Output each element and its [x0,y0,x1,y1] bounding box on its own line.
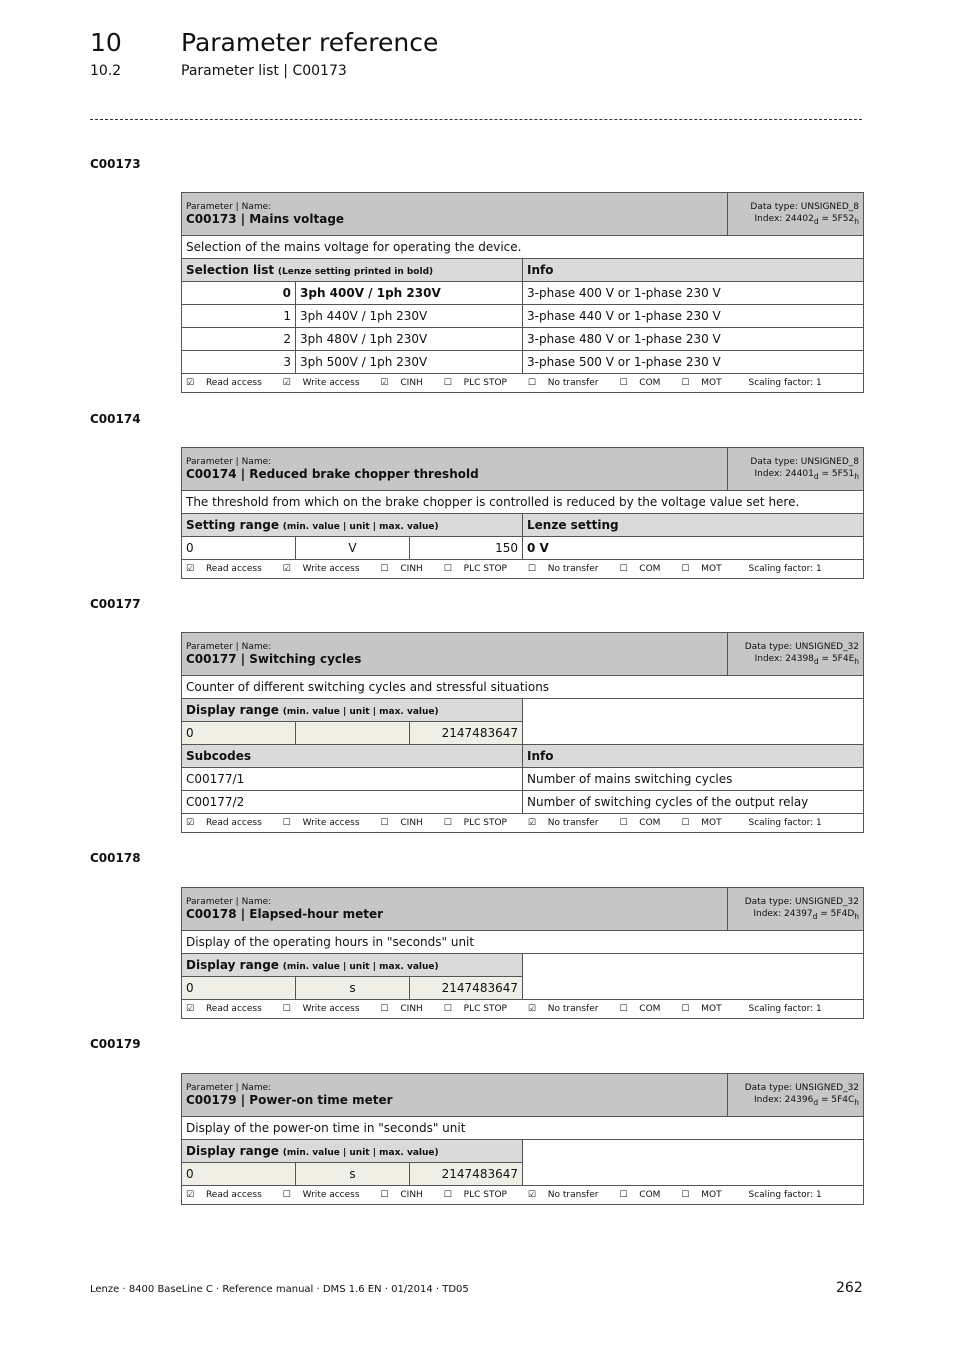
subcode: C00177/1 [182,768,523,791]
selection-info: 3-phase 440 V or 1-phase 230 V [523,305,864,328]
lenze-setting-header: Lenze setting [523,514,864,537]
subcode: C00177/2 [182,791,523,814]
header-divider [90,119,862,120]
selection-value: 3ph 480V / 1ph 230V [296,328,523,351]
display-range-header: Display range (min. value | unit | max. value) [182,699,523,722]
section-label-c00174: C00174 [90,412,141,426]
param-description: Selection of the mains voltage for operating the device. [182,236,864,259]
table-row [182,537,864,560]
range-unit: V [296,537,410,560]
selection-value: 3ph 440V / 1ph 230V [296,305,523,328]
param-name-label: Parameter | Name: [186,457,272,467]
section-label-c00173: C00173 [90,157,141,171]
param-index: Index: $24401_d = 5F51_h$ [754,468,859,481]
range-unit [296,722,410,745]
chapter-number: 10 [90,28,122,57]
section-label-c00179: C00179 [90,1037,141,1051]
selection-number: 0 [182,282,296,305]
access-flags: ☑ Read access ☐ Write access ☐ CINH ☐ PLC STOP ☑ No transfer ☐ COM ☐ MOT Scaling factor: 1 [182,1186,864,1205]
subcode-info: Number of switching cycles of the output relay [523,791,864,814]
data-type: Data type: UNSIGNED_8 [750,456,859,467]
data-type: Data type: UNSIGNED_32 [744,641,860,652]
access-flags: ☑ Read access ☑ Write access ☑ CINH ☐ PLC STOP ☐ No transfer ☐ COM ☐ MOT Scaling factor: 1 [182,374,864,393]
range-min: 0 [182,977,296,1000]
param-name-label: Parameter | Name: [186,642,272,652]
range-max: 2147483647 [410,722,523,745]
table-row [182,305,864,328]
param-name: C00179 | Power-on time meter [186,1093,393,1107]
selection-info: 3-phase 480 V or 1-phase 230 V [523,328,864,351]
selection-value: 3ph 400V / 1ph 230V [296,282,523,305]
selection-number: 2 [182,328,296,351]
subcode-info: Number of mains switching cycles [523,768,864,791]
section-title: Parameter list | C00173 [181,63,347,79]
empty-cell [523,699,864,745]
param-datatype-cell [728,448,864,491]
range-max: 150 [410,537,523,560]
table-row [182,351,864,374]
range-unit: s [296,1163,410,1186]
table-row [182,768,864,791]
subcodes-header: Subcodes [182,745,523,768]
access-flags: ☑ Read access ☑ Write access ☐ CINH ☐ PLC STOP ☐ No transfer ☐ COM ☐ MOT Scaling factor: 1 [182,560,864,579]
range-min: 0 [182,537,296,560]
param-index: Index: $24402_d = 5F52_h$ [754,213,859,226]
empty-cell [523,1140,864,1186]
display-range-header: Display range (min. value | unit | max. value) [182,954,523,977]
info-header: Info [523,745,864,768]
param-description: Counter of different switching cycles and stressful situations [182,676,864,699]
param-index: Index: $24398_d = 5F4E_h$ [754,653,860,666]
display-range-header: Display range (min. value | unit | max. value) [182,1140,523,1163]
param-name-label: Parameter | Name: [186,202,272,212]
lenze-setting-value: 0 V [523,537,864,560]
info-header: Info [523,259,864,282]
param-table-c00178 [181,887,864,1019]
data-type: Data type: UNSIGNED_32 [744,1082,860,1093]
param-datatype-cell [728,888,864,931]
param-name-cell [182,448,728,491]
param-index: Index: $24396_d = 5F4C_h$ [754,1094,860,1107]
selection-list-header: Selection list (Lenze setting printed in bold) [182,259,523,282]
page-footer: Lenze · 8400 BaseLine C · Reference manual · DMS 1.6 EN · 01/2014 · TD05 [90,1284,469,1295]
page-number: 262 [836,1280,863,1296]
param-datatype-cell [728,1074,864,1117]
selection-number: 3 [182,351,296,374]
range-max: 2147483647 [410,977,523,1000]
setting-range-header: Setting range (min. value | unit | max. value) [182,514,523,537]
param-description: Display of the power-on time in "seconds" unit [182,1117,864,1140]
param-description: Display of the operating hours in "seconds" unit [182,931,864,954]
param-name-cell [182,1074,728,1117]
section-label-c00177: C00177 [90,597,141,611]
param-datatype-cell [728,633,864,676]
param-name-label: Parameter | Name: [186,1083,272,1093]
param-name-cell [182,193,728,236]
param-index: Index: $24397_d = 5F4D_h$ [753,908,860,921]
table-row [182,282,864,305]
param-name: C00177 | Switching cycles [186,652,362,666]
range-unit: s [296,977,410,1000]
section-label-c00178: C00178 [90,851,141,865]
selection-value: 3ph 500V / 1ph 230V [296,351,523,374]
param-table-c00173 [181,192,864,393]
param-table-c00179 [181,1073,864,1205]
section-number: 10.2 [90,63,122,79]
param-name: C00174 | Reduced brake chopper threshold [186,467,479,481]
param-name-cell [182,888,728,931]
table-row [182,328,864,351]
access-flags: ☑ Read access ☐ Write access ☐ CINH ☐ PLC STOP ☑ No transfer ☐ COM ☐ MOT Scaling factor: 1 [182,1000,864,1019]
table-row [182,791,864,814]
selection-number: 1 [182,305,296,328]
param-name: C00178 | Elapsed-hour meter [186,907,384,921]
param-name: C00173 | Mains voltage [186,212,345,226]
param-table-c00174 [181,447,864,579]
range-min: 0 [182,1163,296,1186]
param-description: The threshold from which on the brake chopper is controlled is reduced by the voltage value set here. [182,491,864,514]
param-name-label: Parameter | Name: [186,897,272,907]
access-flags: ☑ Read access ☐ Write access ☐ CINH ☐ PLC STOP ☑ No transfer ☐ COM ☐ MOT Scaling factor: 1 [182,814,864,833]
param-table-c00177 [181,632,864,833]
selection-info: 3-phase 500 V or 1-phase 230 V [523,351,864,374]
empty-cell [523,954,864,1000]
param-name-cell [182,633,728,676]
chapter-title: Parameter reference [181,28,439,57]
range-max: 2147483647 [410,1163,523,1186]
param-datatype-cell [728,193,864,236]
selection-info: 3-phase 400 V or 1-phase 230 V [523,282,864,305]
data-type: Data type: UNSIGNED_32 [744,896,860,907]
range-min: 0 [182,722,296,745]
data-type: Data type: UNSIGNED_8 [750,201,859,212]
